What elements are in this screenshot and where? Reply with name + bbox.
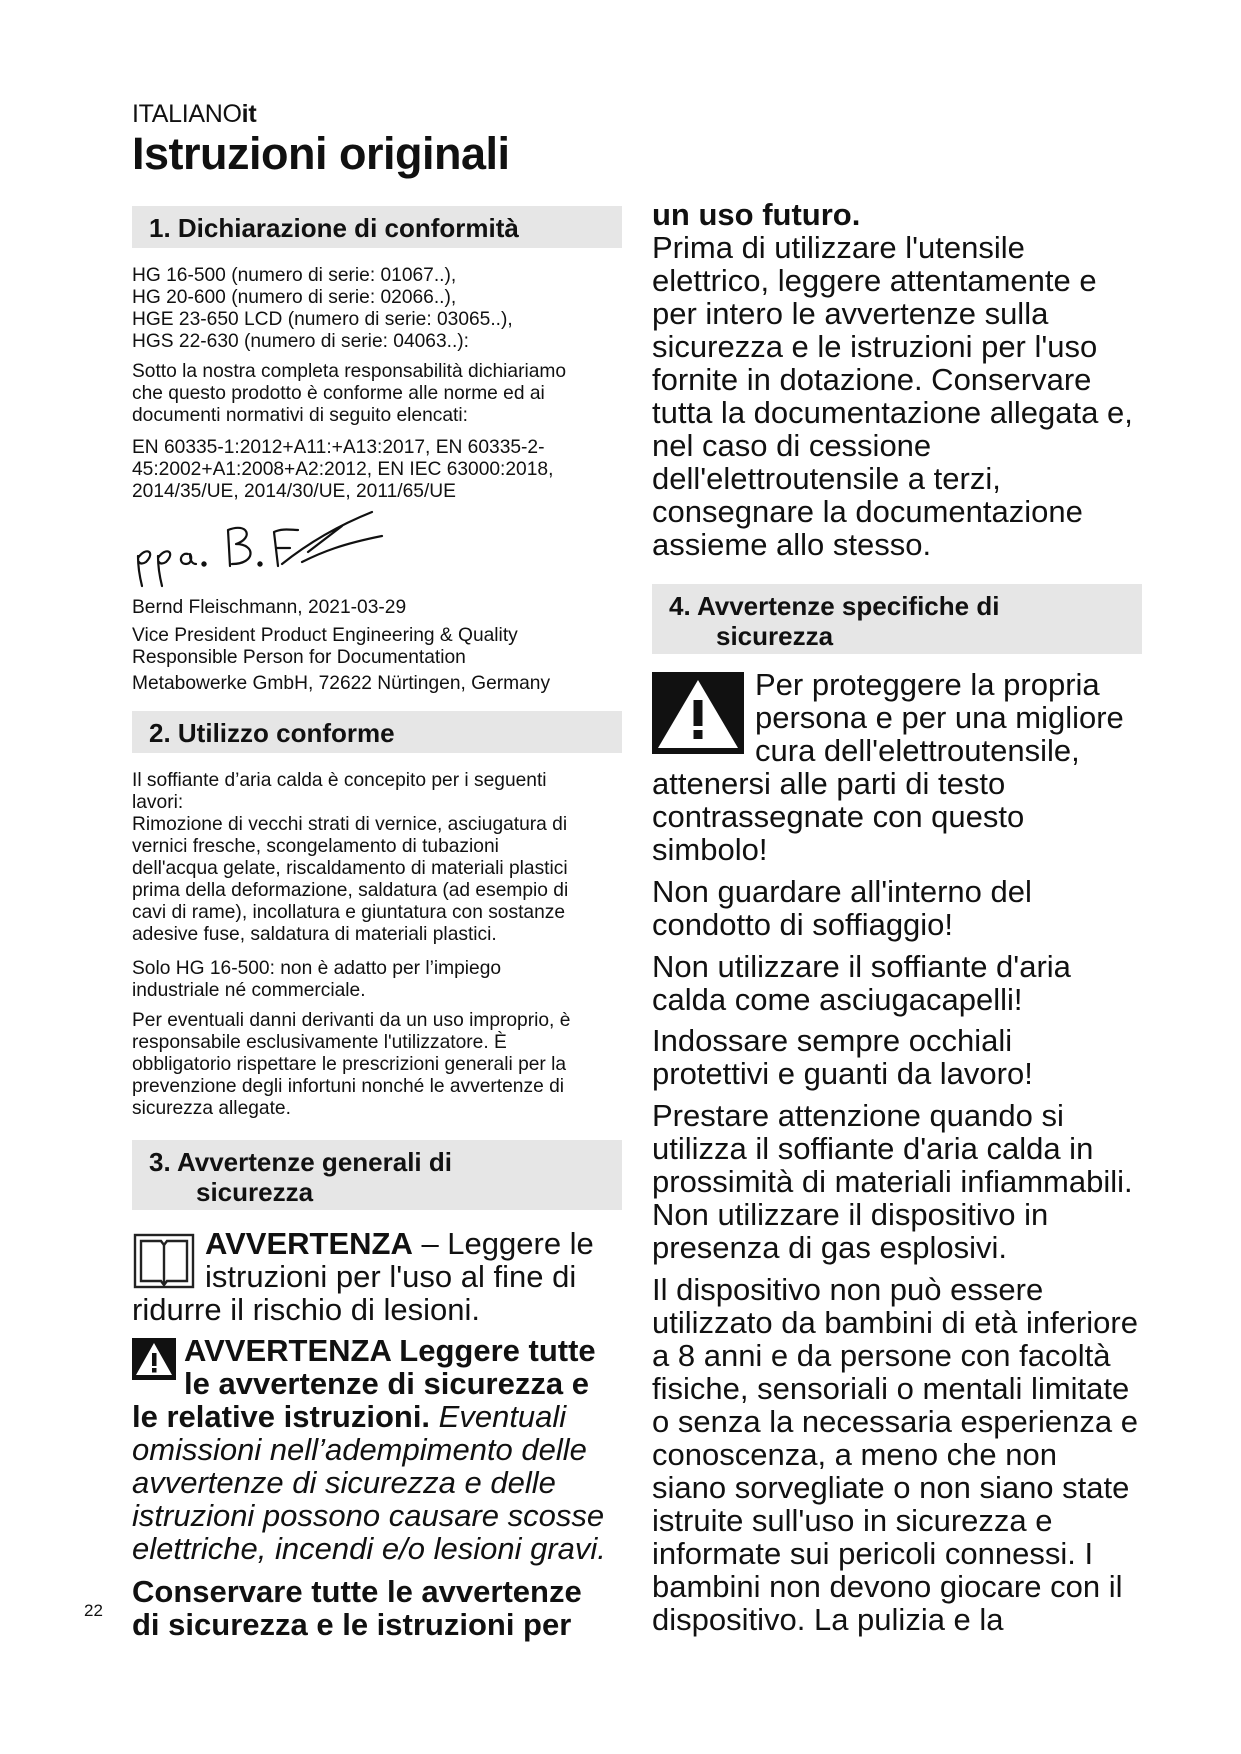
text-line: condotto di soffiaggio! [652,907,954,942]
text-line: responsabile esclusivamente l'utilizzatore. È [132,1032,507,1053]
section-2-heading: 2. Utilizzo conforme [132,711,622,753]
signature [132,508,392,590]
declaration-line: Sotto la nostra completa responsabilità dichiariamo [132,361,567,382]
model-list [132,265,627,353]
flammable-warning [652,1099,1152,1264]
text-line: prima della deformazione, saldatura (ad esempio di [132,880,569,901]
text-line: presenza di gas esplosivi. [652,1230,1007,1265]
text-line: assieme allo stesso. [652,527,932,562]
text-line: protettivi e guanti da lavoro! [652,1056,1033,1091]
model-line: HGE 23-650 LCD (numero di serie: 03065..), [132,309,513,330]
text-line: obbligatorio rispettare le prescrizioni generali per la [132,1054,567,1075]
model-line: HGS 22-630 (numero di serie: 04063..): [132,331,470,352]
model-line: HG 20-600 (numero di serie: 02066..), [132,287,457,308]
warning-2-body [132,1433,652,1565]
declaration-text [132,361,627,427]
text-line: elettriche, incendi e/o lesioni gravi. [132,1531,606,1566]
text-line: contrassegnate con questo [652,799,1025,834]
text-line: prossimità di materiali infiammabili. [652,1164,1133,1199]
text-line: Non guardare all'interno del [652,874,1032,909]
book-icon [132,1231,196,1291]
declaration-line: che questo prodotto è conforme alle norme ed ai [132,383,545,404]
liability-paragraph [132,1010,627,1120]
section-3-heading: 3. Avvertenze generali di sicurezza [132,1140,622,1210]
text-line: Non utilizzare il soffiante d'aria [652,949,1071,984]
warning-2-italic: Eventuali [430,1399,567,1434]
text-line: nel caso di cessione [652,428,932,463]
text-line: utilizza il soffiante d'aria calda in [652,1131,1094,1166]
text-line: vernici fresche, scongelamento di tubazioni [132,836,499,857]
warning-triangle-icon [652,672,744,754]
text-line: simbolo! [652,832,768,867]
warning-2-line3 [132,1400,652,1433]
protective-gear-warning [652,1024,1152,1090]
signer-role [132,625,627,669]
keep-continuation [652,198,1152,561]
text-line: persona e per una migliore [755,700,1124,735]
text-line: elettrico, leggere attentamente e [652,263,1097,298]
declaration-line: documenti normativi di seguito elencati: [132,405,468,426]
text-line: attenersi alle parti di testo [652,766,1006,801]
warning-2-line2: le avvertenze di sicurezza e [184,1366,589,1401]
page-number: 22 [84,1601,103,1620]
standards-line: 2014/35/UE, 2014/30/UE, 2011/65/UE [132,481,456,502]
text-line: bambini non devono giocare con il [652,1569,1123,1604]
text-line: fisiche, sensoriali o mentali limitate [652,1371,1130,1406]
text-line: dell'acqua gelate, riscaldamento di materiali plastici [132,858,568,879]
text-line: calda come asciugacapelli! [652,982,1023,1017]
warning-1: AVVERTENZA – Leggere le [205,1226,594,1261]
section-4-intro-rest [652,767,1152,866]
text-line: di sicurezza e le istruzioni per [132,1607,572,1642]
text-line: Conservare tutte le avvertenze [132,1574,582,1609]
text-line: Rimozione di vecchi strati di vernice, asciugatura di [132,814,568,835]
text-line: Indossare sempre occhiali [652,1023,1013,1058]
text-line: lavori: [132,792,184,813]
company-address: Metabowerke GmbH, 72622 Nürtingen, Germany [132,673,551,694]
signer: Bernd Fleischmann, 2021-03-29 [132,597,407,618]
section-4-heading: 4. Avvertenze specifiche di sicurezza [652,584,1142,654]
text-line: Il dispositivo non può essere [652,1272,1044,1307]
text-line: Non utilizzare il dispositivo in [652,1197,1049,1232]
text-line: Prima di utilizzare l'utensile [652,230,1025,265]
text-line: cura dell'elettroutensile, [755,733,1080,768]
text-line: sicurezza allegate. [132,1098,291,1119]
role-line: Vice President Product Engineering & Quality [132,625,518,646]
language-code: it [241,100,257,128]
text-line: o senza la necessaria esperienza e [652,1404,1138,1439]
model-line: HG 16-500 (numero di serie: 01067..), [132,265,457,286]
text-line: per intero le avvertenze sulla [652,296,1049,331]
warning-1-label: AVVERTENZA [205,1226,413,1261]
text-line: Per eventuali danni derivanti da un uso improprio, è [132,1010,571,1031]
text-line: Prestare attenzione quando si [652,1098,1064,1133]
text-line: siano sorvegliate o non siano state [652,1470,1130,1505]
text-line: dell'elettroutensile a terzi, [652,461,1001,496]
text-line: dispositivo. La pulizia e la [652,1602,1004,1637]
text-line: un uso futuro. [652,197,861,232]
warning-triangle-icon [132,1338,176,1380]
warning-2-line1: AVVERTENZA Leggere tutte [184,1333,596,1368]
text-line: industriale né commerciale. [132,980,366,1001]
text-line: omissioni nell’adempimento delle [132,1432,587,1467]
text-line: Il soffiante d’aria calda è concepito per i seguenti [132,770,547,791]
hairdryer-warning [652,950,1152,1016]
standards-line: EN 60335-1:2012+A11:+A13:2017, EN 60335-2- [132,437,545,458]
text-line: istruzioni possono causare scosse [132,1498,605,1533]
text-line: sicurezza e le istruzioni per l'uso [652,329,1098,364]
text-line: fornite in dotazione. Conservare [652,362,1092,397]
text-line: istruite sull'uso in sicurezza e [652,1503,1053,1538]
standards-text [132,437,627,503]
children-warning [652,1273,1152,1636]
text-line: prevenzione degli infortuni nonché le avvertenze di [132,1076,564,1097]
text-line: adesive fuse, saldatura di materiali plastici. [132,924,497,945]
keep-instructions [132,1575,652,1641]
warning-1-line3: ridurre il rischio di lesioni. [132,1292,481,1327]
text-line: consegnare la documentazione [652,494,1083,529]
text-line: avvertenze di sicurezza e delle [132,1465,556,1500]
intended-use-paragraph [132,770,627,946]
text-line: conoscenza, a meno che non [652,1437,1057,1472]
text-line: informate sui pericoli connessi. I [652,1536,1094,1571]
role-line: Responsible Person for Documentation [132,647,466,668]
section-1-heading: 1. Dichiarazione di conformità [132,206,622,248]
hg16-note [132,958,627,1002]
nozzle-warning [652,875,1152,941]
text-line: Solo HG 16-500: non è adatto per l’impiego [132,958,502,979]
standards-line: 45:2002+A1:2008+A2:2012, EN IEC 63000:2018, [132,459,554,480]
text-line: a 8 anni e da persone con facoltà [652,1338,1111,1373]
page-title: Istruzioni originali [132,128,510,179]
text-line: Per proteggere la propria [755,667,1100,702]
text-line: cavi di rame), incollatura e giuntatura con sostanze [132,902,566,923]
warning-1-line2: istruzioni per l'uso al fine di [205,1259,577,1294]
section-4-intro [755,668,1155,767]
language-label: ITALIANOit [132,100,257,128]
warning-2-bold: le relative istruzioni. [132,1399,431,1434]
text-line: utilizzato da bambini di età inferiore [652,1305,1138,1340]
text-line: tutta la documentazione allegata e, [652,395,1133,430]
